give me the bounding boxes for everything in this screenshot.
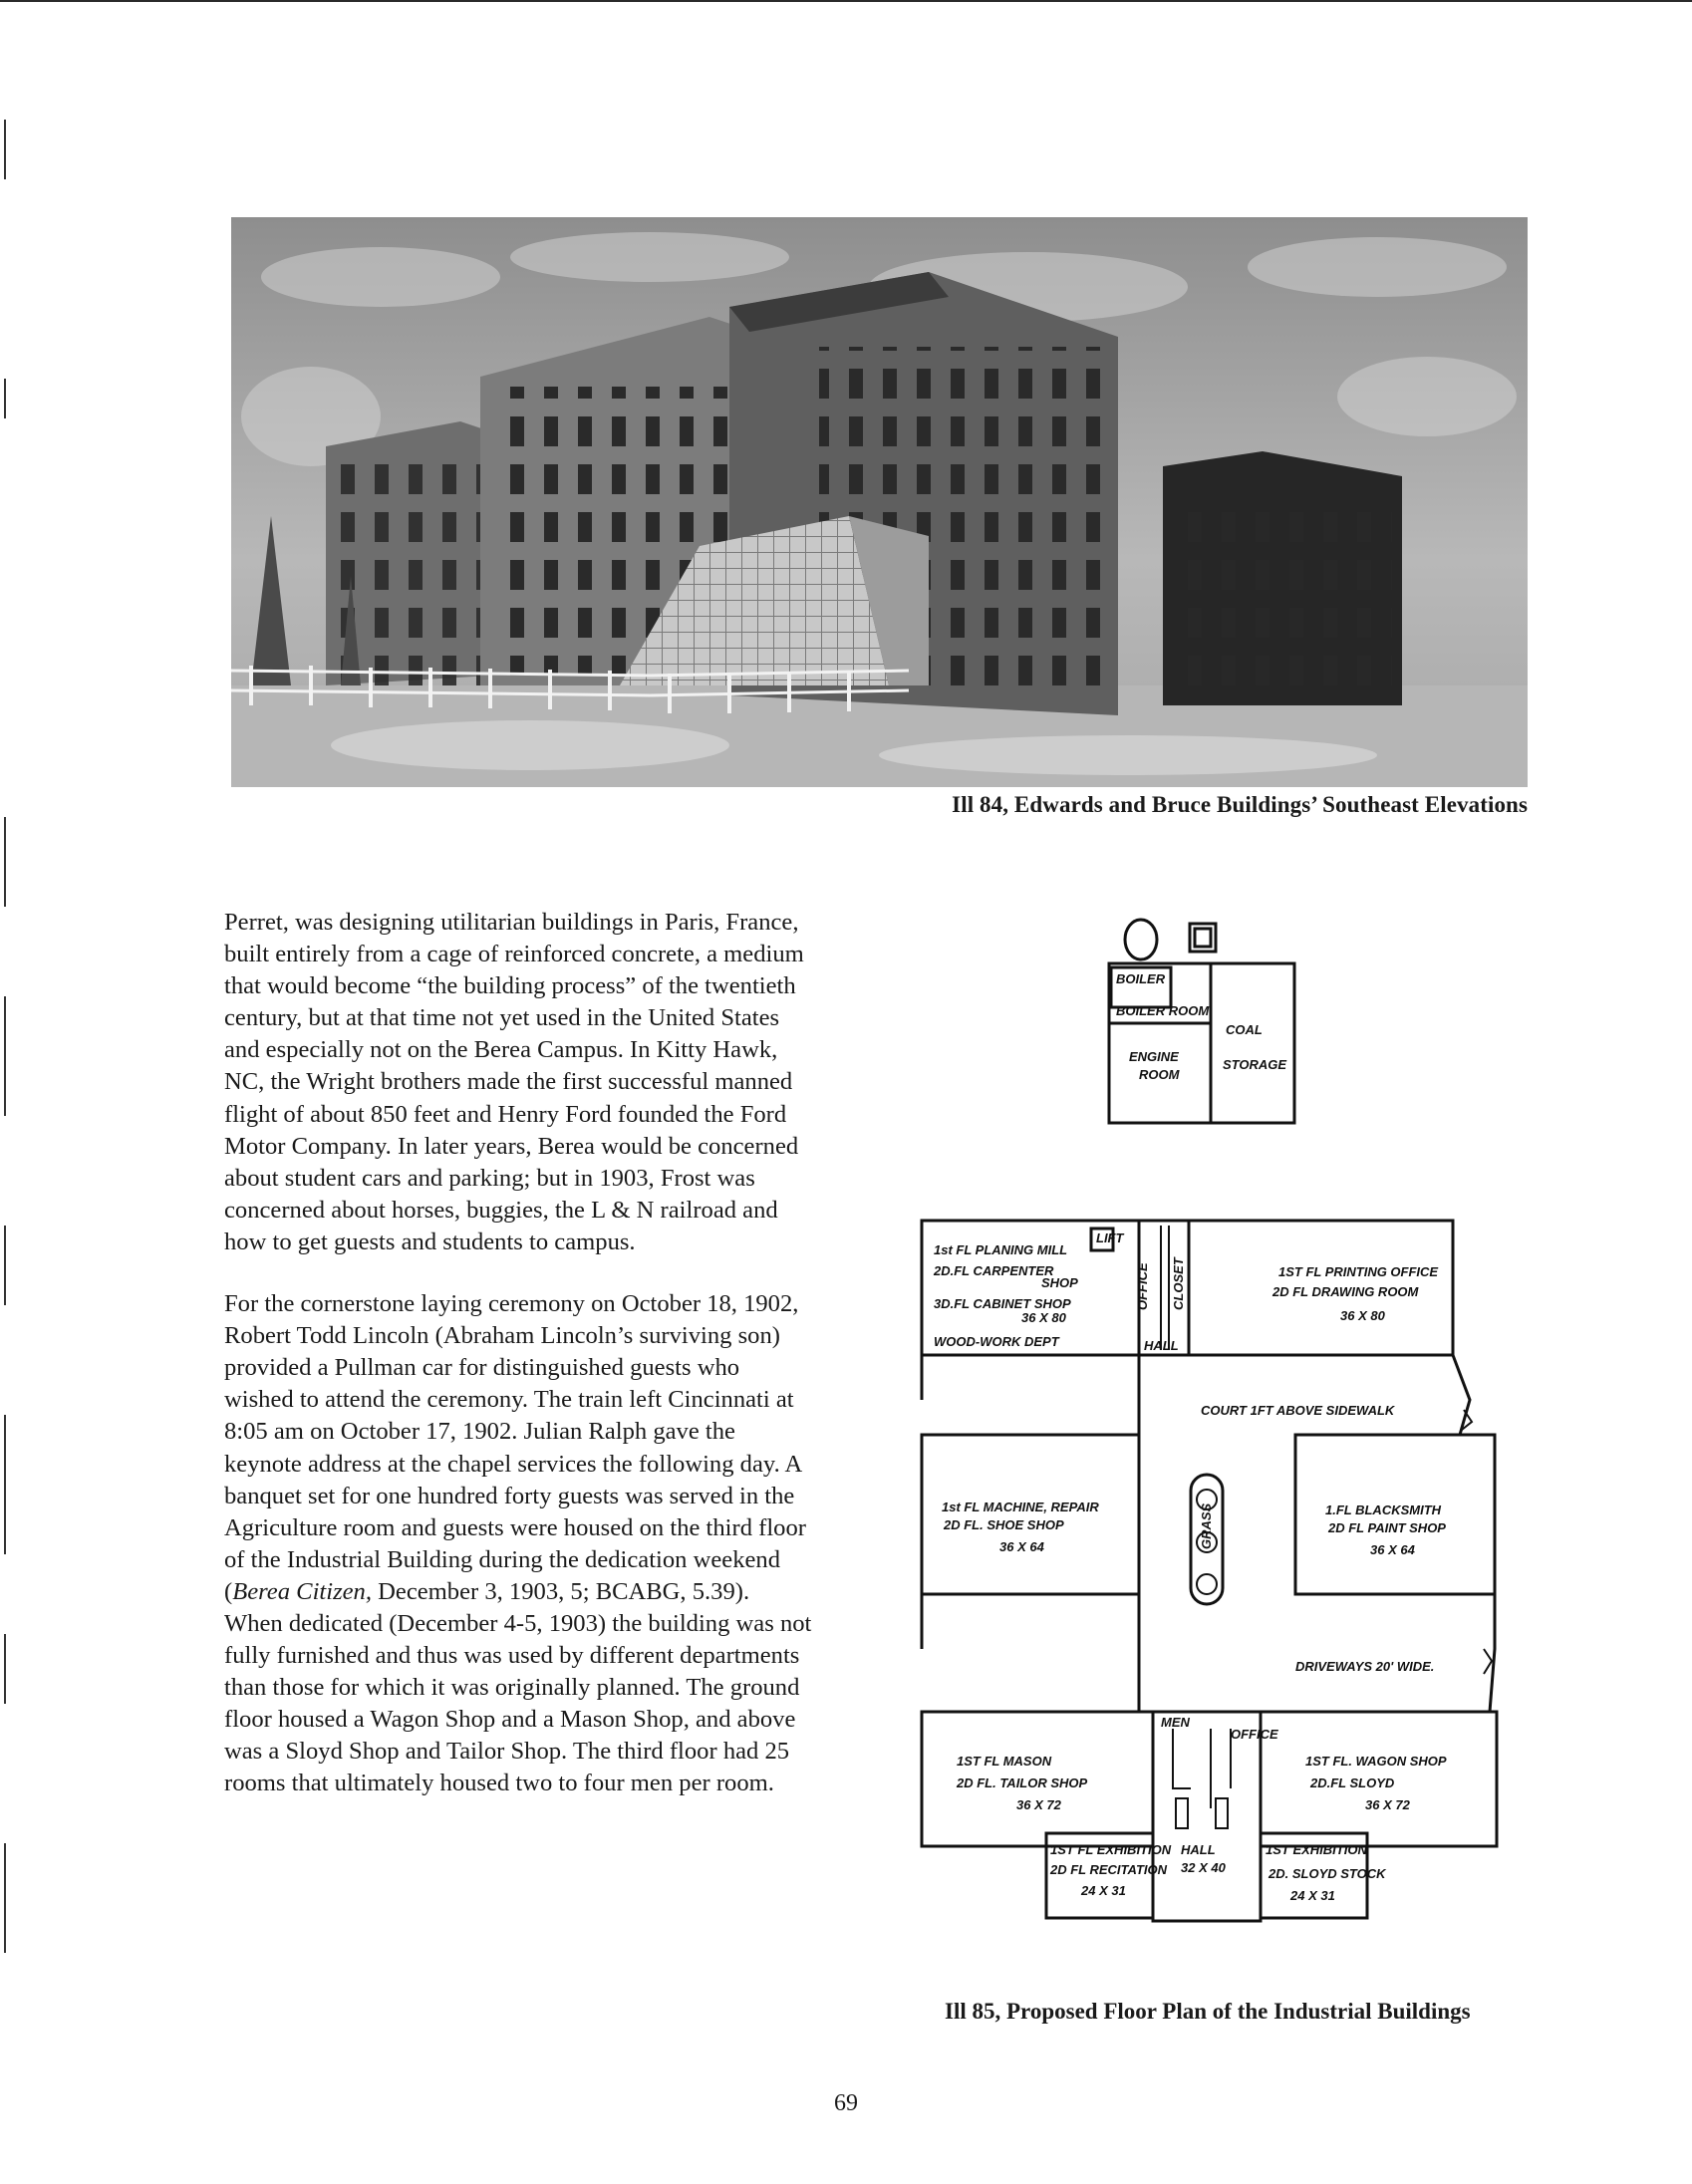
plan-label-e-1: 1.FL BLACKSMITH	[1325, 1502, 1442, 1517]
plan-label-court: COURT 1FT ABOVE SIDEWALK	[1201, 1403, 1395, 1418]
paragraph-2-part-b: December 3, 1903, 5; BCABG, 5.39). When dedicated (December 4-5, 1903) the building was not fully furnished and thus was used by different departments than those for which it was originally planned. The ground floor housed a Wagon Shop and a Mason Shop, and above was a Sloyd Shop and Tailor Shop. The third floor had 25 rooms that ultimately housed two to four men per room.	[224, 1577, 812, 1797]
plan-label-ne-2: 2D FL DRAWING ROOM	[1272, 1284, 1419, 1299]
plan-label-nw-1: 1st FL PLANING MILL	[934, 1242, 1068, 1257]
paragraph-2-part-a: For the cornerstone laying ceremony on October 18, 1902, Robert Todd Lincoln (Abraham Lincoln’s surviving son) provided a Pullman car for distinguished guests who wished to attend the ceremony. The train left Cincinnati at 8:05 am on October 17, 1902. Julian Ralph gave the keynote address at the chapel services the following day. A banquet set for one hundred forty guests was served in the Agriculture room and guests were housed on the third floor of the Industrial Building during the dedication weekend (	[224, 1290, 806, 1605]
plan-label-exl-dim: 24 X 31	[1081, 1883, 1126, 1898]
plan-label-w-1: 1st FL MACHINE, REPAIR	[942, 1500, 1099, 1514]
plan-label-se-2: 2D.FL SLOYD	[1310, 1775, 1395, 1790]
plan-label-nw-3: 3D.FL CABINET SHOP	[934, 1296, 1071, 1311]
plan-label-hall: HALL	[1144, 1338, 1179, 1353]
plan-label-exr-2: 2D. SLOYD STOCK	[1269, 1866, 1386, 1881]
paragraph-2-italic-citation: Berea Citizen,	[232, 1577, 372, 1605]
plan-label-w-2: 2D FL. SHOE SHOP	[944, 1517, 1064, 1532]
plan-label-sw-1: 1ST FL MASON	[957, 1754, 1052, 1769]
plan-label-office: OFFICE	[1135, 1262, 1150, 1310]
paragraph-1: Perret, was designing utilitarian buildings in Paris, France, built entirely from a cage of reinforced concrete, a medium that would become “the building process” of the twentieth century, but at that time not yet used in the United States and especially not on the Berea Campus. In Kitty Hawk, NC, the Wright brothers made the first successful manned flight of about 850 feet and Henry Ford founded the Ford Motor Company. In later years, Berea would be concerned about student cars and parking; but in 1903, Frost was concerned about horses, buggies, the L & N railroad and how to get guests and students to campus.	[224, 909, 804, 1255]
plan-label-exl-1: 1ST FL EXHIBITION	[1050, 1842, 1172, 1857]
scan-edge-marks	[0, 0, 14, 2184]
building-photograph	[231, 217, 1528, 787]
plan-label-office-2: OFFICE	[1231, 1727, 1278, 1742]
plan-label-exr-dim: 24 X 31	[1290, 1888, 1335, 1903]
floor-plan-drawing	[912, 912, 1510, 2008]
plan-label-exl-2: 2D FL RECITATION	[1050, 1862, 1167, 1877]
plan-label-nw-dim: 36 X 80	[1021, 1310, 1066, 1325]
plan-label-exr-1: 1ST EXHIBITION	[1266, 1842, 1367, 1857]
plan-label-sw-2: 2D FL. TAILOR SHOP	[957, 1775, 1088, 1790]
plan-label-nw-2b: SHOP	[1041, 1275, 1078, 1290]
plan-label-closet: CLOSET	[1171, 1257, 1186, 1310]
plan-label-coal: COAL	[1226, 1022, 1263, 1037]
plan-label-boiler: BOILER	[1116, 971, 1166, 986]
paragraph-2	[224, 1288, 812, 1800]
body-text	[224, 907, 812, 1830]
plan-label-sw-dim: 36 X 72	[1016, 1797, 1061, 1812]
plan-label-boiler-room: BOILER ROOM	[1116, 1003, 1210, 1018]
plan-label-e-dim: 36 X 64	[1370, 1542, 1415, 1557]
plan-label-hall-2-dim: 32 X 40	[1181, 1860, 1226, 1875]
plan-label-men: MEN	[1161, 1715, 1190, 1730]
plan-label-w-dim: 36 X 64	[999, 1539, 1044, 1554]
plan-label-e-2: 2D FL PAINT SHOP	[1328, 1520, 1446, 1535]
plan-label-driveways: DRIVEWAYS 20' WIDE.	[1295, 1659, 1435, 1674]
plan-label-storage: STORAGE	[1223, 1057, 1287, 1072]
plan-label-engine: ENGINE	[1129, 1049, 1179, 1064]
plan-label-room: ROOM	[1139, 1067, 1180, 1082]
plan-label-nw-4: WOOD-WORK DEPT	[934, 1334, 1059, 1349]
figure-caption-ill-84: Ill 84, Edwards and Bruce Buildings’ Southeast Elevations	[952, 792, 1528, 817]
plan-label-hall-2: HALL	[1181, 1842, 1216, 1857]
plan-label-ne-dim: 36 X 80	[1340, 1308, 1385, 1323]
plan-label-ne-1: 1ST FL PRINTING OFFICE	[1278, 1264, 1439, 1279]
figure-caption-ill-85: Ill 85, Proposed Floor Plan of the Industrial Buildings	[945, 1999, 1471, 2024]
top-rule	[0, 0, 1692, 2]
plan-label-se-dim: 36 X 72	[1365, 1797, 1410, 1812]
plan-label-lift: LIFT	[1096, 1230, 1124, 1245]
plan-label-nw-2: 2D.FL CARPENTER	[934, 1263, 1054, 1278]
page-number: 69	[834, 2090, 858, 2116]
plan-label-grass: GRASS	[1199, 1502, 1214, 1549]
plan-label-se-1: 1ST FL. WAGON SHOP	[1305, 1754, 1447, 1769]
